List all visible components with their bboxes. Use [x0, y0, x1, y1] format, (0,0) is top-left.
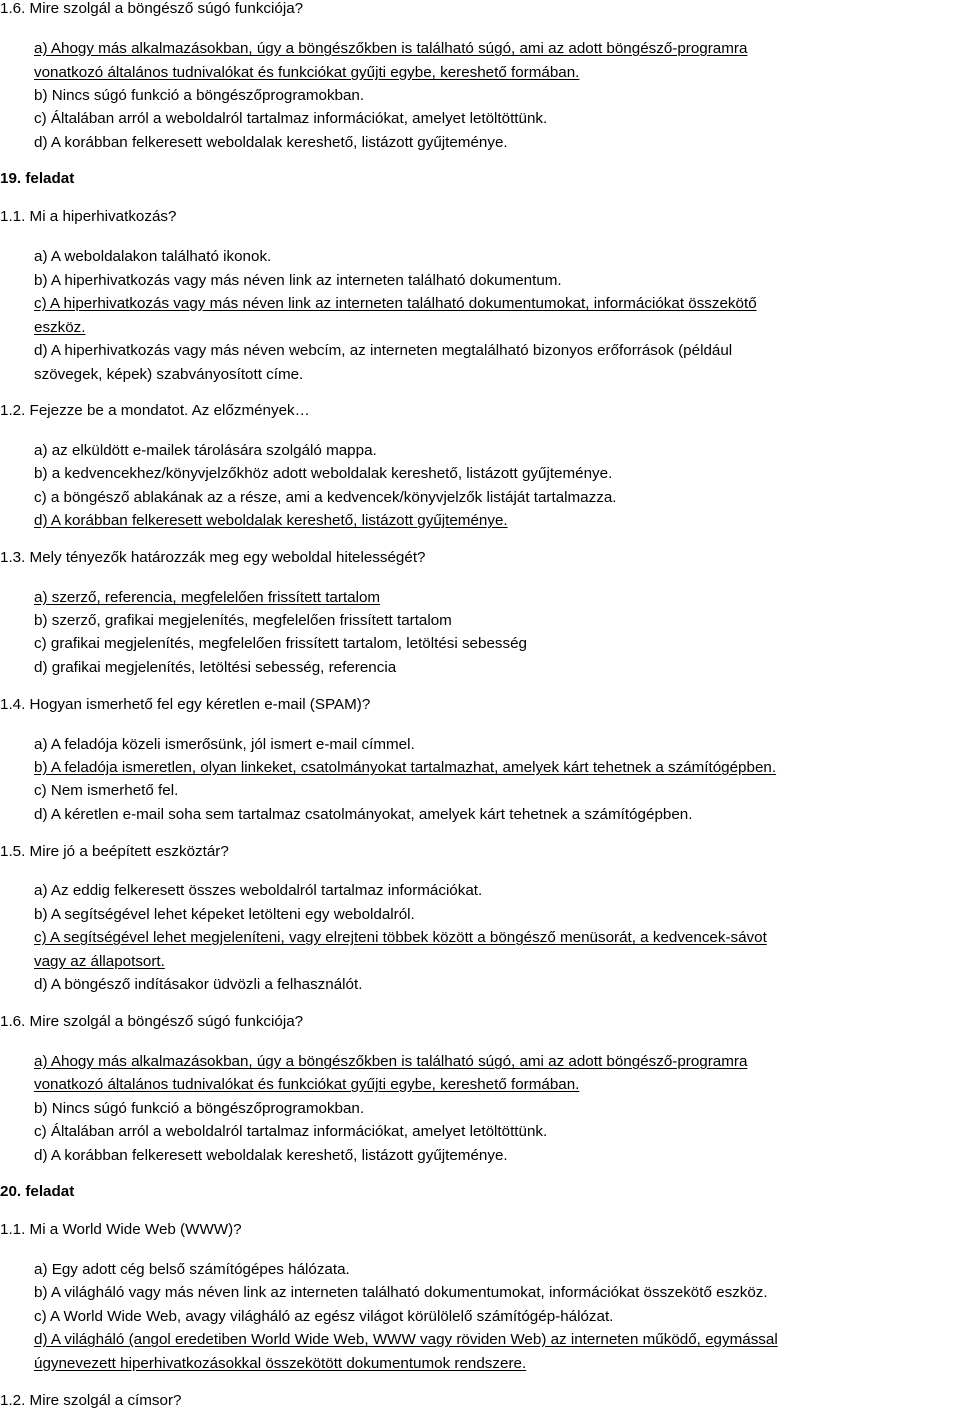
task-heading: 19. feladat	[0, 170, 75, 187]
answer-option: d) A korábban felkeresett weboldalak kereshető, listázott gyűjteménye.	[34, 134, 508, 151]
answer-option: d) grafikai megjelenítés, letöltési sebesség, referencia	[34, 659, 397, 676]
correct-answer-option: vonatkozó általános tudnivalókat és funkciókat gyűjti egybe, kereshető formában.	[34, 1076, 580, 1093]
question-text: 1.1. Mi a World Wide Web (WWW)?	[0, 1221, 242, 1238]
answer-option: szövegek, képek) szabványosított címe.	[34, 366, 304, 383]
answer-option: a) A feladója közeli ismerősünk, jól ismert e-mail címmel.	[34, 736, 415, 753]
answer-option: d) A korábban felkeresett weboldalak kereshető, listázott gyűjteménye.	[34, 1147, 508, 1164]
answer-option: b) A segítségével lehet képeket letölteni egy weboldalról.	[34, 906, 415, 923]
answer-option: b) szerző, grafikai megjelenítés, megfelelően frissített tartalom	[34, 612, 452, 629]
correct-answer-option: vonatkozó általános tudnivalókat és funkciókat gyűjti egybe, kereshető formában.	[34, 64, 580, 81]
question-text: 1.1. Mi a hiperhivatkozás?	[0, 208, 177, 225]
answer-option: d) A kéretlen e-mail soha sem tartalmaz csatolmányokat, amelyek kárt tehetnek a számítógépben.	[34, 806, 693, 823]
answer-option: c) Nem ismerhető fel.	[34, 782, 179, 799]
correct-answer-option: a) szerző, referencia, megfelelően frissített tartalom	[34, 589, 381, 606]
task-heading: 20. feladat	[0, 1183, 75, 1200]
answer-option: a) Az eddig felkeresett összes weboldalról tartalmaz információkat.	[34, 882, 483, 899]
question-text: 1.6. Mire szolgál a böngésző súgó funkciója?	[0, 0, 304, 17]
correct-answer-option: c) A hiperhivatkozás vagy más néven link az interneten található dokumentumokat, információkat összekötő	[34, 295, 757, 312]
question-text: 1.2. Mire szolgál a címsor?	[0, 1392, 182, 1409]
correct-answer-option: úgynevezett hiperhivatkozásokkal összekötött dokumentumok rendszere.	[34, 1355, 527, 1372]
correct-answer-option: a) Ahogy más alkalmazásokban, úgy a böngészőkben is található súgó, ami az adott böngésző-programra	[34, 40, 748, 57]
question-text: 1.5. Mire jó a beépített eszköztár?	[0, 843, 229, 860]
answer-option: c) Általában arról a weboldalról tartalmaz információkat, amelyet letöltöttünk.	[34, 1123, 548, 1140]
answer-option: b) a kedvencekhez/könyvjelzőkhöz adott weboldalak kereshető, listázott gyűjteménye.	[34, 465, 613, 482]
correct-answer-option: a) Ahogy más alkalmazásokban, úgy a böngészőkben is található súgó, ami az adott böngésző-programra	[34, 1053, 748, 1070]
question-text: 1.2. Fejezze be a mondatot. Az előzmények…	[0, 402, 310, 419]
answer-option: b) Nincs súgó funkció a böngészőprogramokban.	[34, 87, 365, 104]
correct-answer-option: b) A feladója ismeretlen, olyan linkeket, csatolmányokat tartalmazhat, amelyek kárt tehetnek a számítógépben.	[34, 759, 777, 776]
answer-option: c) Általában arról a weboldalról tartalmaz információkat, amelyet letöltöttünk.	[34, 110, 548, 127]
answer-option: c) a böngésző ablakának az a része, ami a kedvencek/könyvjelzők listáját tartalmazza.	[34, 489, 617, 506]
answer-option: b) A világháló vagy más néven link az interneten található dokumentumokat, információkat összekötő eszköz.	[34, 1284, 768, 1301]
question-text: 1.6. Mire szolgál a böngésző súgó funkciója?	[0, 1013, 304, 1030]
answer-option: c) A World Wide Web, avagy világháló az egész világot körülölelő számítógép-hálózat.	[34, 1308, 614, 1325]
answer-option: a) Egy adott cég belső számítógépes hálózata.	[34, 1261, 350, 1278]
question-text: 1.3. Mely tényezők határozzák meg egy weboldal hitelességét?	[0, 549, 426, 566]
answer-option: d) A hiperhivatkozás vagy más néven webcím, az interneten megtalálható bizonyos erőforrások (például	[34, 342, 733, 359]
answer-option: c) grafikai megjelenítés, megfelelően frissített tartalom, letöltési sebesség	[34, 635, 527, 652]
answer-option: a) az elküldött e-mailek tárolására szolgáló mappa.	[34, 442, 377, 459]
correct-answer-option: c) A segítségével lehet megjeleníteni, vagy elrejteni többek között a böngésző menüsorát, a kedvencek-sávot	[34, 929, 767, 946]
correct-answer-option: d) A világháló (angol eredetiben World Wide Web, WWW vagy röviden Web) az interneten működő, egymással	[34, 1331, 778, 1348]
correct-answer-option: d) A korábban felkeresett weboldalak kereshető, listázott gyűjteménye.	[34, 512, 508, 529]
correct-answer-option: eszköz.	[34, 319, 86, 336]
answer-option: b) Nincs súgó funkció a böngészőprogramokban.	[34, 1100, 365, 1117]
answer-option: d) A böngésző indításakor üdvözli a felhasználót.	[34, 976, 363, 993]
answer-option: a) A weboldalakon található ikonok.	[34, 248, 272, 265]
answer-option: b) A hiperhivatkozás vagy más néven link az interneten található dokumentum.	[34, 272, 562, 289]
question-text: 1.4. Hogyan ismerhető fel egy kéretlen e-mail (SPAM)?	[0, 696, 371, 713]
correct-answer-option: vagy az állapotsort.	[34, 953, 165, 970]
